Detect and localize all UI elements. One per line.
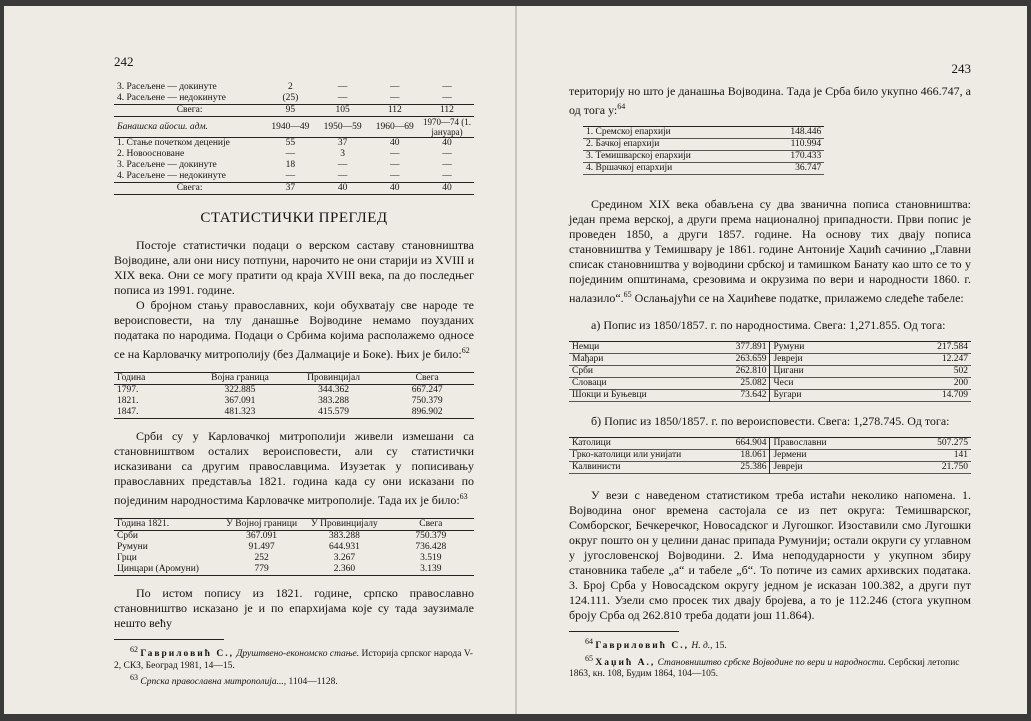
table-header-cell: Година bbox=[117, 373, 146, 383]
table-header-cell: У Војној граници bbox=[226, 519, 298, 529]
table-row bbox=[114, 82, 474, 93]
table-cell: Словаци bbox=[572, 378, 607, 388]
table-cell: 110.994 bbox=[790, 139, 822, 149]
table-cell: 40 bbox=[442, 183, 452, 193]
paragraph-text: Средином XIX века обављена су два званична пописа становништва: један према верској, а други према националној припадности. Први попис је проведен 1850, а други 1857. године. На основу тих двају пописа становништва у Темишвару је 1861. године Антоније Хаџић сачинио „Главни списак становништва у војводини србској и тамишком Банату као што се то у појединим општинама, срезовима и окрузима по вери и народности 1860. г. налазило“. bbox=[569, 197, 971, 305]
page-number: 242 bbox=[114, 54, 134, 69]
table-cell: Срби bbox=[572, 366, 594, 376]
table-cell: 4. Расељене — недокинуте bbox=[117, 171, 226, 181]
table-cell: 1821. bbox=[117, 396, 139, 406]
table-cell: 40 bbox=[390, 138, 400, 148]
table-cell: 344.362 bbox=[318, 385, 350, 395]
paragraph bbox=[114, 298, 474, 362]
footnote-number: 63 bbox=[130, 673, 138, 683]
table-cell: 4. Расељене — недокинуте bbox=[117, 93, 226, 103]
table-cell: 252 bbox=[254, 553, 269, 563]
footnote-number: 65 bbox=[585, 653, 593, 663]
table-cell: — bbox=[390, 160, 400, 170]
table-row bbox=[114, 564, 474, 576]
table-cell: 667.247 bbox=[411, 385, 443, 395]
table-cell: 3. Темишварској епархији bbox=[586, 151, 691, 161]
paragraph-text: Срби су у Карловачкој митрополији живели измешани са становништвом осталих вероисповести, али су статистички исказивани са другим православцима. Изузетак у пописивању православних представља 1821. година када су они исказани по појединим народностима Карловачке митрополије. Тада их је било: bbox=[114, 429, 474, 507]
table-cell: — bbox=[442, 82, 452, 92]
table-cell: Срби bbox=[117, 531, 139, 541]
footnote bbox=[114, 672, 474, 689]
table-cell: 415.579 bbox=[318, 407, 350, 417]
table-row bbox=[114, 183, 474, 195]
table-cell: Румуни bbox=[117, 542, 148, 552]
table-cell: 3.139 bbox=[420, 564, 442, 574]
table-cell: 367.091 bbox=[246, 531, 278, 541]
footnote-text: Историја српског народа V-2, СКЗ, Београд 1981, 14—15. bbox=[114, 649, 473, 671]
table-row bbox=[114, 385, 474, 397]
table-cell: 40 bbox=[442, 138, 452, 148]
table-cell: (25) bbox=[282, 93, 299, 103]
table-cell: — bbox=[337, 171, 348, 181]
footnote-text: 1104—1128. bbox=[288, 677, 338, 688]
table-cell: 1. Стање почетком деценије bbox=[117, 138, 230, 148]
table-cell: — bbox=[285, 171, 296, 181]
table-cell: 377.891 bbox=[682, 342, 770, 354]
eparchies-table bbox=[583, 126, 824, 175]
table-row bbox=[114, 407, 474, 419]
table-cell: 779 bbox=[254, 564, 269, 574]
table-cell: 3. Расељене — докинуте bbox=[117, 160, 217, 170]
table-row bbox=[114, 553, 474, 564]
table-cell: Калвинисти bbox=[572, 462, 621, 472]
top-statistics-table bbox=[114, 82, 474, 195]
table-cell: 3. Расељене — докинуте bbox=[117, 82, 217, 92]
page-number: 243 bbox=[951, 61, 971, 76]
table-cell: — bbox=[442, 93, 452, 103]
table-header-cell: 1960—69 bbox=[375, 121, 414, 132]
table-cell: 1. Сремској епархији bbox=[586, 127, 671, 137]
table-cell: 896.902 bbox=[411, 407, 443, 417]
table-cell: — bbox=[390, 93, 400, 103]
table-cell: Чеси bbox=[773, 378, 794, 388]
table-cell: 2. Бачкој епархији bbox=[586, 139, 660, 149]
table-row bbox=[583, 163, 824, 175]
table-row bbox=[569, 438, 971, 450]
table-cell: 262.810 bbox=[682, 366, 770, 378]
table-cell: 664.904 bbox=[698, 438, 770, 450]
table-row bbox=[569, 354, 971, 366]
table-cell: 105 bbox=[335, 105, 350, 115]
table-cell: Цигани bbox=[773, 366, 804, 376]
table-header-row bbox=[114, 117, 474, 138]
table-cell: 21.750 bbox=[941, 462, 968, 472]
table-cell: 367.091 bbox=[224, 396, 256, 406]
table-cell: — bbox=[390, 82, 400, 92]
table-cell: Немци bbox=[572, 342, 600, 352]
table-cell: 40 bbox=[390, 183, 400, 193]
table-cell: 3.519 bbox=[420, 553, 442, 563]
table-cell: — bbox=[390, 171, 400, 181]
table-cell: 507.275 bbox=[937, 438, 968, 448]
footnote-number: 64 bbox=[585, 637, 593, 646]
table-cell: 18.061 bbox=[698, 450, 770, 462]
table-cell: 383.288 bbox=[318, 396, 350, 406]
table-cell: 12.247 bbox=[941, 354, 968, 364]
table-header-cell: 1950—59 bbox=[323, 121, 362, 132]
left-page bbox=[4, 6, 515, 714]
table-cell: 95 bbox=[285, 105, 296, 115]
footnote-title: Н. д., bbox=[691, 641, 713, 652]
footnote-text: 15. bbox=[714, 641, 727, 652]
table-cell: 4. Вршачкој епархији bbox=[586, 163, 673, 173]
table-row bbox=[114, 542, 474, 553]
table-row bbox=[114, 138, 474, 150]
table-header-cell: Година 1821. bbox=[117, 519, 170, 529]
table-cell: 14.709 bbox=[941, 390, 968, 400]
table-cell: Јевреји bbox=[773, 354, 803, 364]
table-row bbox=[114, 93, 474, 105]
footnote-ref: 65 bbox=[623, 290, 632, 299]
table-cell: — bbox=[390, 149, 400, 159]
table-row bbox=[569, 342, 971, 354]
footnote-number: 62 bbox=[130, 645, 138, 654]
footnote bbox=[569, 653, 971, 681]
table-cell: — bbox=[337, 82, 348, 92]
table-cell: 37 bbox=[337, 138, 348, 148]
section-heading: СТАТИСТИЧКИ ПРЕГЛЕД bbox=[200, 210, 388, 226]
right-page bbox=[517, 6, 1027, 714]
table-cell: Јермени bbox=[773, 450, 807, 460]
table-row bbox=[114, 105, 474, 117]
table-row bbox=[569, 450, 971, 462]
table-cell: 170.433 bbox=[790, 151, 822, 161]
table-cell: 383.288 bbox=[328, 531, 360, 541]
table-cell: 644.931 bbox=[328, 542, 360, 552]
table-cell: Православни bbox=[773, 438, 827, 448]
footnote-ref: 63 bbox=[459, 492, 468, 501]
table-cell: — bbox=[337, 93, 348, 103]
table-cell: Мађари bbox=[572, 354, 604, 364]
table-row bbox=[114, 149, 474, 160]
paragraph bbox=[569, 197, 971, 306]
footnote-text: Сербскиј летопис 1863, кн. 108, Будим 1864, 104—105. bbox=[569, 657, 960, 680]
table-cell: Грци bbox=[117, 553, 137, 563]
paragraph bbox=[569, 84, 971, 118]
table-cell: Цинцари (Аромуни) bbox=[117, 564, 199, 574]
religion-table bbox=[569, 437, 971, 474]
footnote-ref: 64 bbox=[617, 102, 626, 111]
footnotes bbox=[114, 644, 474, 689]
table-cell: 18 bbox=[285, 160, 296, 170]
table-header-cell: Банашска айосш. адм. bbox=[117, 121, 208, 132]
table-row bbox=[114, 171, 474, 183]
table-cell: Свега: bbox=[176, 105, 203, 115]
table-cell: 112 bbox=[387, 105, 402, 115]
table-header-cell: Свега bbox=[419, 519, 443, 529]
table-header-cell: Провинцијал bbox=[307, 373, 361, 383]
left-page-content bbox=[114, 82, 474, 689]
table-header-cell: Свега bbox=[415, 373, 439, 383]
paragraph: У вези с наведеном статистиком треба истаћи неколико напомена. 1. Војводина оног времена састојала се из пет округа: Темишварског, Сомборског, Бечкеречког, Новосадског и Лугошког. Изоставили смо Лугошки округ пошто он у целини данас припада Румунији; остали округи су углавном у југословенској Војводини. 2. Има неподударности у укупном збиру становника табеле „а“ и табеле „б“. То потиче из самих архивских података. 3. Број Срба у Новосадском округу једном је исказан 100.382, а други пут 124.111. Узели смо просек тих двају бројева, а то је 112.246 (стога укупном броју Срба од 262.810 треба додати још 11.864). bbox=[569, 488, 971, 622]
footnote-title: Друштвено-економско стање. bbox=[236, 649, 360, 660]
table-row bbox=[114, 160, 474, 171]
table-cell: 3 bbox=[340, 149, 345, 159]
table-header-row bbox=[114, 373, 474, 385]
nationality-table bbox=[569, 341, 971, 402]
table-row bbox=[114, 531, 474, 543]
footnote-ref: 62 bbox=[461, 346, 470, 355]
table-cell: 750.379 bbox=[415, 531, 447, 541]
table-cell: 502 bbox=[953, 366, 968, 376]
table-cell: 3.267 bbox=[333, 553, 356, 563]
table-cell: Бугари bbox=[773, 390, 802, 400]
sub-heading-a: а) Попис из 1850/1857. г. по народностима. Свега: 1,271.855. Од тога: bbox=[591, 318, 946, 332]
table-cell: — bbox=[442, 149, 452, 159]
table-cell: 55 bbox=[285, 138, 296, 148]
table-cell: 1797. bbox=[117, 385, 139, 395]
table-cell: 141 bbox=[953, 450, 968, 460]
sub-heading-b: б) Попис из 1850/1857. г. по вероисповести. Свега: 1,278.745. Од тога: bbox=[591, 414, 950, 428]
paragraph: Постоје статистички подаци о верском саставу становништва Војводине, али они нису потпуни, нарочито не они старији из XVIII и XIX века. Они се могу пратити од краја XVIII века, па до последњег пописа из 1991. године. bbox=[114, 238, 474, 297]
table-cell: Шокци и Буњевци bbox=[572, 390, 647, 400]
table-row bbox=[114, 396, 474, 407]
right-page-content bbox=[569, 84, 971, 681]
table-header-row bbox=[114, 519, 474, 531]
table-cell: 25.386 bbox=[698, 462, 770, 474]
table-cell: 2 bbox=[288, 82, 293, 92]
table-cell: 217.584 bbox=[937, 342, 968, 352]
table-cell: 37 bbox=[285, 183, 296, 193]
paragraph: По истом попису из 1821. године, српско православно становништво исказано је и по епархијама које су тада заузимале нешто већу bbox=[114, 586, 474, 630]
table-cell: 25.082 bbox=[682, 378, 770, 390]
footnote-author: Хаџић А., bbox=[595, 657, 656, 668]
paragraph-text: О бројном стању православних, који обухватају све народе те вероисповести, на тлу данашње Војводине немамо поузданих података по народима. Подаци о Србима којима располажемо односе се на Карловачку митрополију (без Далмације и Боке). Њих је било: bbox=[114, 298, 474, 361]
table-row bbox=[569, 366, 971, 378]
table-row bbox=[569, 390, 971, 402]
table-cell: 736.428 bbox=[415, 542, 447, 552]
footnote-title: Становништво србске Војводине по вери и народности. bbox=[657, 657, 886, 668]
table-header-cell: У Провинцијалу bbox=[311, 519, 378, 529]
table-cell: 40 bbox=[337, 183, 348, 193]
table-cell: Румуни bbox=[773, 342, 805, 352]
table-cell: 73.642 bbox=[682, 390, 770, 402]
table-cell: — bbox=[442, 160, 452, 170]
population-table-1797-1847 bbox=[114, 372, 474, 419]
table-cell: 36.747 bbox=[795, 163, 822, 173]
footnotes bbox=[569, 636, 971, 681]
table-cell: 263.659 bbox=[682, 354, 770, 366]
table-cell: Католици bbox=[572, 438, 611, 448]
table-row bbox=[583, 127, 824, 139]
table-cell: 112 bbox=[440, 105, 454, 115]
table-cell: 750.379 bbox=[411, 396, 443, 406]
table-cell: 148.446 bbox=[790, 127, 822, 137]
table-cell: Свега: bbox=[176, 183, 203, 193]
paragraph bbox=[114, 429, 474, 508]
footnote-author: Гавриловић С., bbox=[595, 641, 689, 652]
table-cell: 481.323 bbox=[224, 407, 256, 417]
footnote-title: Српска православна митрополија..., bbox=[140, 677, 287, 688]
table-cell: Грко-католици или унијати bbox=[572, 450, 682, 460]
table-cell: — bbox=[337, 160, 348, 170]
table-cell: — bbox=[442, 171, 452, 181]
table-cell: 322.885 bbox=[224, 385, 256, 395]
table-header-cell: Војна граница bbox=[211, 373, 269, 383]
table-row bbox=[569, 378, 971, 390]
footnote-author: Гавриловић С., bbox=[140, 649, 234, 660]
table-row bbox=[583, 139, 824, 151]
footnote bbox=[114, 644, 474, 672]
table-cell: 91.497 bbox=[248, 542, 275, 552]
table-cell: — bbox=[285, 149, 296, 159]
table-row bbox=[583, 151, 824, 163]
table-cell: 2. Новоосноване bbox=[117, 149, 185, 159]
table-header-cell: 1940—49 bbox=[271, 121, 310, 132]
table-header-cell: 1970—74 (1. јануара) bbox=[422, 117, 471, 137]
table-cell: 2.360 bbox=[333, 564, 356, 574]
footnote bbox=[569, 636, 971, 653]
population-table-1821 bbox=[114, 518, 474, 576]
table-row bbox=[569, 462, 971, 474]
table-cell: 1847. bbox=[117, 407, 139, 417]
paragraph-text: Ослањајући се на Хаџићеве податке, прилажемо следеће табеле: bbox=[634, 291, 964, 305]
paragraph-text: територију но што је данашња Војводина. Тада је Срба било укупно 466.747, а од тога у: bbox=[569, 84, 971, 117]
table-cell: Јевреји bbox=[773, 462, 803, 472]
table-cell: 200 bbox=[953, 378, 968, 388]
